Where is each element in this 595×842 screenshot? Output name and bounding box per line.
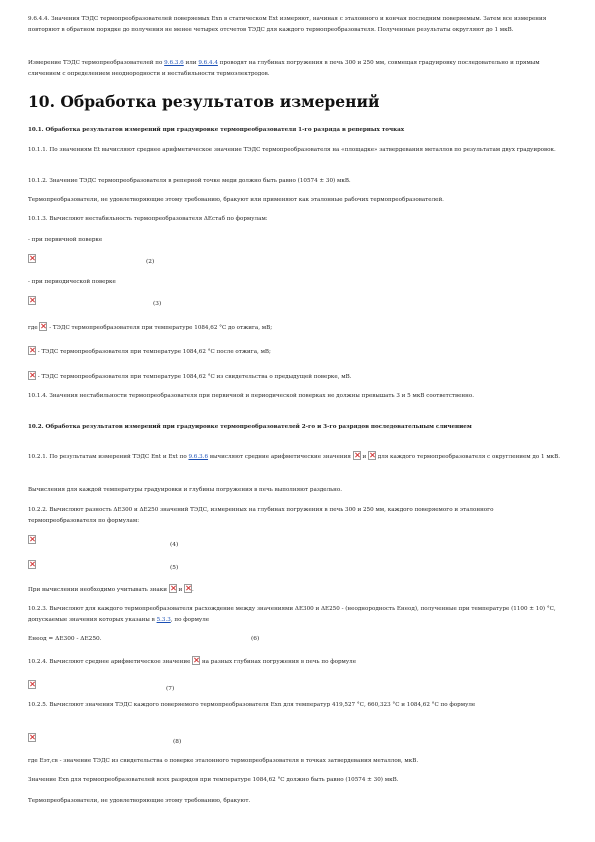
- p10-2-3-text-2: , по формуле: [170, 617, 210, 623]
- broken-image-icon: [169, 584, 177, 593]
- link-5-3-3[interactable]: 5.3.3: [156, 617, 171, 623]
- broken-image-icon: [28, 535, 36, 544]
- broken-image-icon: [353, 451, 361, 460]
- where-text-2: - ТЭДС термопреобразователя при температуре 1084,62 °С после отжига, мВ;: [36, 349, 271, 355]
- broken-image-icon: [184, 584, 192, 593]
- where-prefix: где: [28, 325, 38, 331]
- broken-image-icon: [39, 322, 47, 331]
- paragraph-10-1-2: 10.1.2. Значение ТЭДС термопреобразователя в реперной точке меди должно быть равно (10574 ± 30) мкВ.: [28, 178, 351, 184]
- measurement-text-3: проводят на глубинах погружения в печь 300 и 250 мм, совмещая градуировку последовательно и прямым сличением с определением неоднородности и нестабильности термоэлектродов.: [28, 60, 540, 77]
- paragraph-10-1-4: 10.1.4. Значения нестабильности термопреобразователя при первичной и периодической поверках не должны превышать 3 и 5 мкВ соответственно.: [28, 393, 475, 399]
- paragraph-calc-each: Вычисления для каждой температуры градуировки и глубины погружения в печь выполняют раздельно.: [28, 487, 343, 493]
- signs-text-2: и: [176, 587, 184, 593]
- equation-number-5: (5): [170, 565, 179, 571]
- equation-number-2: (2): [146, 259, 155, 265]
- section-title: 10. Обработка результатов измерений: [28, 92, 380, 111]
- heading-10-1: 10.1. Обработка результатов измерений при градуировке термопреобразователя 1-го разряда в реперных точках: [28, 127, 405, 133]
- formula-4-row: [28, 535, 36, 547]
- link-9-6-4-4[interactable]: 9.6.4.4: [198, 60, 218, 66]
- broken-image-icon: [28, 680, 36, 689]
- broken-image-icon: [28, 254, 36, 263]
- link-9-6-3-6-b[interactable]: 9.6.3.6: [188, 454, 209, 460]
- equation-number-4: (4): [170, 542, 179, 548]
- paragraph-9-6-4-4: 9.6.4.4. Значения ТЭДС термопреобразователей поверяемых Exn в статическом Ext измеряют, начиная с эталонного и кончая последним поверяемым. Затем все измерения повторяют в обратном порядке до получения не менее четырех отсчетов ТЭДС для каждого термопреобразователя. Полученные результаты округляют до 1 мкВ.: [28, 16, 547, 33]
- where-line-3: [28, 371, 563, 383]
- formula-7-row: [28, 680, 36, 692]
- p10-2-1-text-2: вычисляют средние арифметические значения: [208, 454, 353, 460]
- paragraph-reject-1: Термопреобразователи, не удовлетворяющие этому требованию, бракуют или применяют как эталонные рабочих термопреобразователей.: [28, 197, 444, 203]
- broken-image-icon: [28, 560, 36, 569]
- measurement-text-2: или: [183, 60, 199, 66]
- broken-image-icon: [192, 656, 200, 665]
- paragraph-reject-2: Термопреобразователи, не удовлетворяющие этому требованию, бракуют.: [28, 798, 251, 804]
- where-text-3: - ТЭДС термопреобразователя при температуре 1084,62 °С из свидетельства о предыдущей поверке, мВ.: [36, 374, 352, 380]
- equation-number-6: (6): [251, 636, 260, 642]
- formula-6-text: Eнеод = ΔE300 - ΔE250.: [28, 636, 102, 642]
- paragraph-10-2-1: [28, 451, 563, 463]
- broken-image-icon: [28, 733, 36, 742]
- equation-number-7: (7): [166, 686, 175, 692]
- heading-10-2: 10.2. Обработка результатов измерений при градуировке термопреобразователей 2-го и 3-го разрядов последовательным сличением: [28, 424, 472, 430]
- formula-2-row: [28, 254, 36, 266]
- paragraph-10-2-4: [28, 656, 563, 668]
- p10-2-1-text-3: и: [360, 454, 368, 460]
- broken-image-icon: [28, 296, 36, 305]
- signs-text-1: При вычислении необходимо учитывать знаки: [28, 587, 169, 593]
- paragraph-where-8: где Eэт,св - значение ТЭДС из свидетельства о поверке эталонного термопреобразователя в точках затвердевания металлов, мкВ.: [28, 758, 419, 764]
- paragraph-10-2-5: 10.2.5. Вычисляют значения ТЭДС каждого поверяемого термопреобразователя Exn для температур 419,527 °С, 660,323 °С и 1084,62 °С по формуле: [28, 702, 476, 708]
- label-primary-verification: - при первичной поверке: [28, 237, 103, 243]
- p10-2-4-text-2: на разных глубинах погружения в печь по формуле: [200, 659, 357, 665]
- p10-2-4-text-1: 10.2.4. Вычисляют среднее арифметическое значение: [28, 659, 193, 665]
- where-line-1: [28, 322, 563, 334]
- paragraph-measurement: [28, 58, 563, 80]
- equation-number-3: (3): [153, 301, 162, 307]
- link-9-6-3-6[interactable]: 9.6.3.6: [164, 60, 184, 66]
- paragraph-10-2-2: 10.2.2. Вычисляют разность ΔE300 и ΔE250 значений ТЭДС, измеренных на глубинах погружения в печь 300 и 250 мм, каждого поверяемого и эталонного термопреобразователя по формулам:: [28, 507, 494, 524]
- formula-8-row: [28, 733, 36, 745]
- where-line-2: [28, 346, 563, 358]
- measurement-text-1: Измерение ТЭДС термопреобразователей по: [28, 60, 165, 66]
- equation-number-8: (8): [173, 739, 182, 745]
- paragraph-10-2-3: [28, 604, 563, 626]
- where-text-1: - ТЭДС термопреобразователя при температуре 1084,62 °С до отжига, мВ;: [47, 325, 273, 331]
- broken-image-icon: [368, 451, 376, 460]
- formula-5-row: [28, 560, 36, 572]
- p10-2-1-text-1: 10.2.1. По результатам измерений ТЭДС Ent и Ext по: [28, 454, 189, 460]
- paragraph-10-1-1: 10.1.1. По значениям Et вычисляют среднее арифметическое значение ТЭДС термопреобразователя на «площадке» затвердевания металлов по результатам двух градуировок.: [28, 147, 556, 153]
- formula-3-row: [28, 296, 36, 308]
- label-periodic-verification: - при периодической поверке: [28, 279, 116, 285]
- broken-image-icon: [28, 346, 36, 355]
- p10-2-1-text-4: для каждого термопреобразователя с округлением до 1 мкВ.: [375, 454, 561, 460]
- paragraph-signs-note: [28, 584, 563, 596]
- paragraph-exn-value: Значение Exn для термопреобразователей всех разрядов при температуре 1084,62 °С должно быть равно (10574 ± 30) мкВ.: [28, 777, 399, 783]
- signs-text-3: .: [192, 587, 194, 593]
- p10-2-3-text-1: 10.2.3. Вычисляют для каждого термопреобразователя расхождение между значениями ΔE300 и ΔE250 - (неоднородность Eнеод), полученные при температуре (1100 ± 10) °С, допускаемые значения которых указаны в: [28, 606, 556, 623]
- broken-image-icon: [28, 371, 36, 380]
- paragraph-10-1-3: 10.1.3. Вычисляют нестабильность термопреобразователя ΔEстаб по формулам:: [28, 216, 268, 222]
